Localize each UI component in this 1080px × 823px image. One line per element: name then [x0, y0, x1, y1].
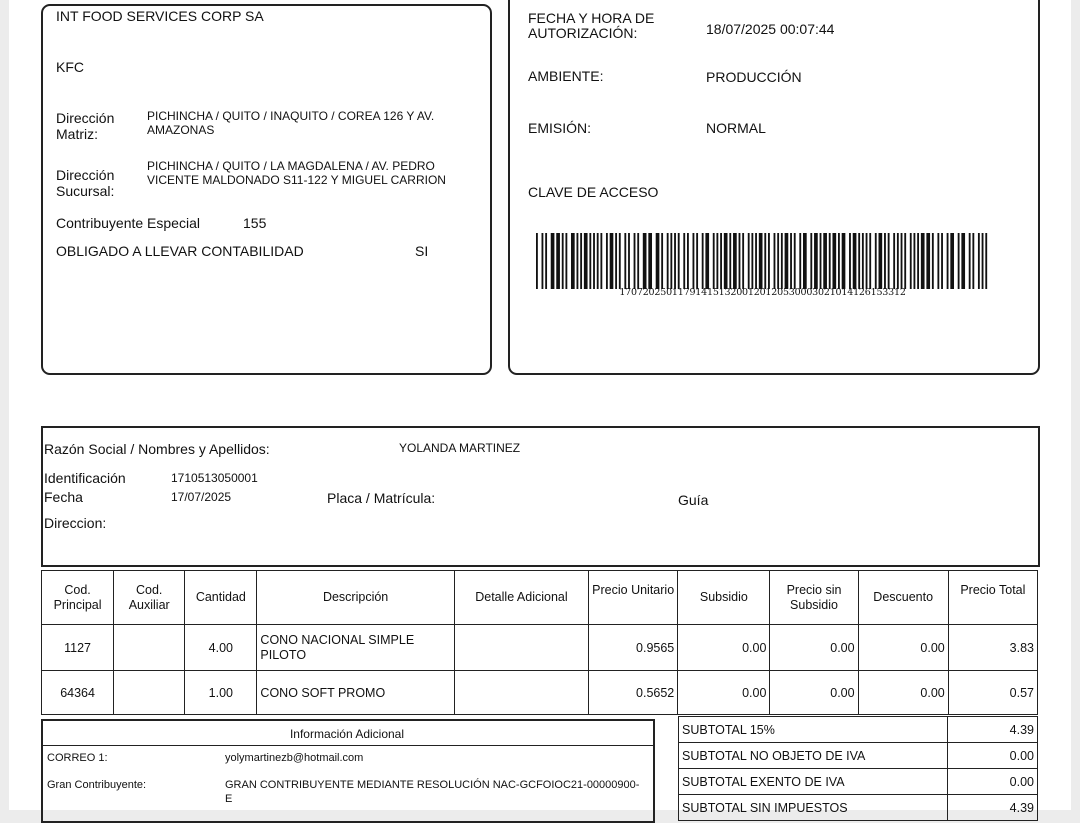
emission-label: EMISIÓN: — [528, 120, 592, 136]
totals-value: 4.39 — [948, 795, 1038, 821]
emission-value: NORMAL — [706, 120, 766, 136]
item-code: 64364 — [42, 671, 114, 715]
special-taxpayer-label: Contribuyente Especial — [56, 215, 200, 231]
matrix-address: PICHINCHA / QUITO / INAQUITO / COREA 126 Y AV. AMAZONAS — [147, 109, 435, 137]
item-unit-price: 0.9565 — [589, 625, 678, 671]
header-subsidio: Subsidio — [678, 571, 770, 625]
item-detail — [454, 625, 588, 671]
header-descripcion: Descripción — [257, 571, 454, 625]
customer-address-label: Direccion: — [44, 515, 107, 531]
environment-value: PRODUCCIÓN — [706, 69, 802, 85]
item-price-no-subsidy: 0.00 — [770, 625, 858, 671]
item-total: 3.83 — [948, 625, 1037, 671]
email-label: CORREO 1: — [47, 752, 108, 764]
items-table — [41, 570, 1038, 715]
customer-name-value: YOLANDA MARTINEZ — [399, 441, 521, 455]
totals-value: 0.00 — [948, 743, 1038, 769]
item-subsidy: 0.00 — [678, 671, 770, 715]
header-cod-principal: Cod. Principal — [42, 571, 114, 625]
totals-row — [679, 795, 1038, 821]
customer-date-label: Fecha — [44, 489, 83, 505]
branch-address: PICHINCHA / QUITO / LA MAGDALENA / AV. PEDRO VICENTE MALDONADO S11-122 Y MIGUEL CARRION — [147, 159, 446, 187]
header-detalle-adicional: Detalle Adicional — [454, 571, 588, 625]
totals-label: SUBTOTAL NO OBJETO DE IVA — [679, 743, 948, 769]
special-taxpayer-value: 155 — [243, 215, 267, 231]
item-unit-price: 0.5652 — [589, 671, 678, 715]
matrix-address-label: Dirección Matriz: — [56, 110, 115, 143]
customer-id-label: Identificación — [44, 470, 126, 486]
customer-id-value: 1710513050001 — [171, 471, 258, 485]
totals-row — [679, 717, 1038, 743]
accounting-value: SI — [415, 243, 429, 259]
additional-info-title: Información Adicional — [289, 727, 405, 741]
header-precio-total: Precio Total — [948, 571, 1037, 625]
items-header-row — [42, 571, 1038, 625]
item-description: CONO SOFT PROMO — [257, 671, 454, 715]
item-discount: 0.00 — [858, 671, 948, 715]
item-subsidy: 0.00 — [678, 625, 770, 671]
table-row — [42, 625, 1038, 671]
taxpayer-label: Gran Contribuyente: — [47, 779, 147, 791]
totals-value: 4.39 — [948, 717, 1038, 743]
item-quantity: 4.00 — [185, 625, 257, 671]
company-name: INT FOOD SERVICES CORP SA — [56, 8, 264, 24]
branch-address-label: Dirección Sucursal: — [56, 167, 115, 200]
taxpayer-value: GRAN CONTRIBUYENTE MEDIANTE RESOLUCIÓN NAC-GCFOIOC21-00000900-E — [225, 779, 640, 805]
totals-label: SUBTOTAL 15% — [679, 717, 948, 743]
item-aux-code — [114, 625, 185, 671]
item-price-no-subsidy: 0.00 — [770, 671, 858, 715]
totals-row — [679, 743, 1038, 769]
totals-table — [678, 716, 1038, 821]
environment-label: AMBIENTE: — [528, 68, 604, 84]
item-description: CONO NACIONAL SIMPLE PILOTO — [257, 625, 454, 671]
brand-name: KFC — [56, 59, 84, 75]
totals-row — [679, 769, 1038, 795]
header-cantidad: Cantidad — [185, 571, 257, 625]
item-total: 0.57 — [948, 671, 1037, 715]
authorization-datetime-value: 18/07/2025 00:07:44 — [706, 21, 835, 37]
header-precio-unitario: Precio Unitario — [589, 571, 678, 625]
customer-date-value: 17/07/2025 — [171, 490, 232, 504]
item-detail — [454, 671, 588, 715]
item-discount: 0.00 — [858, 625, 948, 671]
plate-label: Placa / Matrícula: — [327, 490, 436, 506]
totals-label: SUBTOTAL SIN IMPUESTOS — [679, 795, 948, 821]
accounting-label: OBLIGADO A LLEVAR CONTABILIDAD — [56, 243, 304, 259]
additional-info-divider — [41, 745, 653, 746]
table-row — [42, 671, 1038, 715]
totals-value: 0.00 — [948, 769, 1038, 795]
access-key-label: CLAVE DE ACCESO — [528, 184, 659, 200]
header-descuento: Descuento — [858, 571, 948, 625]
header-precio-sin-subsidio: Precio sin Subsidio — [770, 571, 858, 625]
customer-name-label: Razón Social / Nombres y Apellidos: — [44, 441, 270, 457]
access-key-barcode — [536, 233, 989, 289]
header-cod-auxiliar: Cod. Auxiliar — [114, 571, 185, 625]
invoice-page — [9, 0, 1071, 815]
item-aux-code — [114, 671, 185, 715]
access-key-number: 1707202501179141513200120120530003021014126153312 — [619, 287, 906, 298]
totals-label: SUBTOTAL EXENTO DE IVA — [679, 769, 948, 795]
guide-label: Guía — [678, 492, 709, 508]
item-quantity: 1.00 — [185, 671, 257, 715]
email-value: yolymartinezb@hotmail.com — [225, 752, 364, 764]
authorization-datetime-label: FECHA Y HORA DE AUTORIZACIÓN: — [528, 10, 655, 42]
item-code: 1127 — [42, 625, 114, 671]
